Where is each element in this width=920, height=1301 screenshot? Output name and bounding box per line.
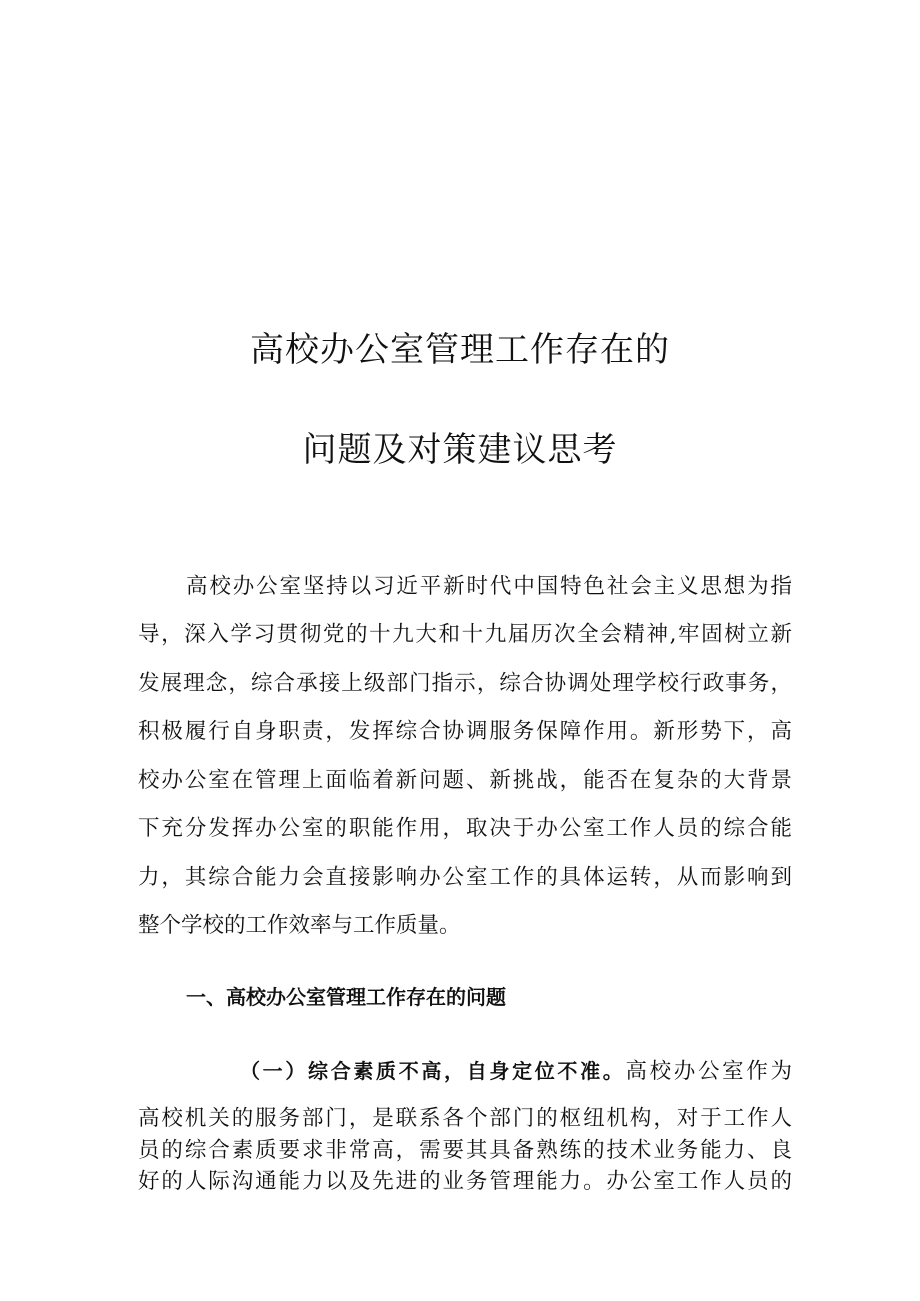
document-title-line-2: 问题及对策建议思考 (302, 430, 618, 470)
intro-paragraph-line: 力，其综合能力会直接影响办公室工作的具体运转，从而影响到 (138, 865, 792, 890)
subsection-heading: （一）综合素质不高，自身定位不准。 (240, 1059, 626, 1083)
subsection-paragraph-line: 员的综合素质要求非常高，需要其具备熟练的技术业务能力、良 (138, 1138, 792, 1163)
intro-paragraph-line: 校办公室在管理上面临着新问题、新挑战，能否在复杂的大背景 (138, 768, 792, 793)
intro-paragraph-line: 发展理念，综合承接上级部门指示，综合协调处理学校行政事务， (138, 671, 792, 696)
intro-paragraph-line: 下充分发挥办公室的职能作用，取决于办公室工作人员的综合能 (138, 816, 792, 841)
intro-paragraph-line: 积极履行自身职责，发挥综合协调服务保障作用。新形势下，高 (138, 719, 792, 744)
document-title-line-1: 高校办公室管理工作存在的 (250, 330, 670, 370)
intro-paragraph-line: 导，深入学习贯彻党的十九大和十九届历次全会精神,牢固树立新 (138, 622, 792, 647)
subsection-first-line (240, 1056, 792, 1086)
subsection-text: 高校办公室作为 (625, 1059, 792, 1084)
intro-paragraph-line: 高校办公室坚持以习近平新时代中国特色社会主义思想为指 (186, 574, 792, 599)
intro-paragraph-line: 整个学校的工作效率与工作质量。 (138, 913, 461, 938)
subsection-paragraph-line: 高校机关的服务部门，是联系各个部门的枢纽机构，对于工作人 (138, 1106, 792, 1131)
subsection-paragraph-line: 好的人际沟通能力以及先进的业务管理能力。办公室工作人员的 (138, 1169, 792, 1194)
section-heading: 一、高校办公室管理工作存在的问题 (186, 985, 506, 1009)
